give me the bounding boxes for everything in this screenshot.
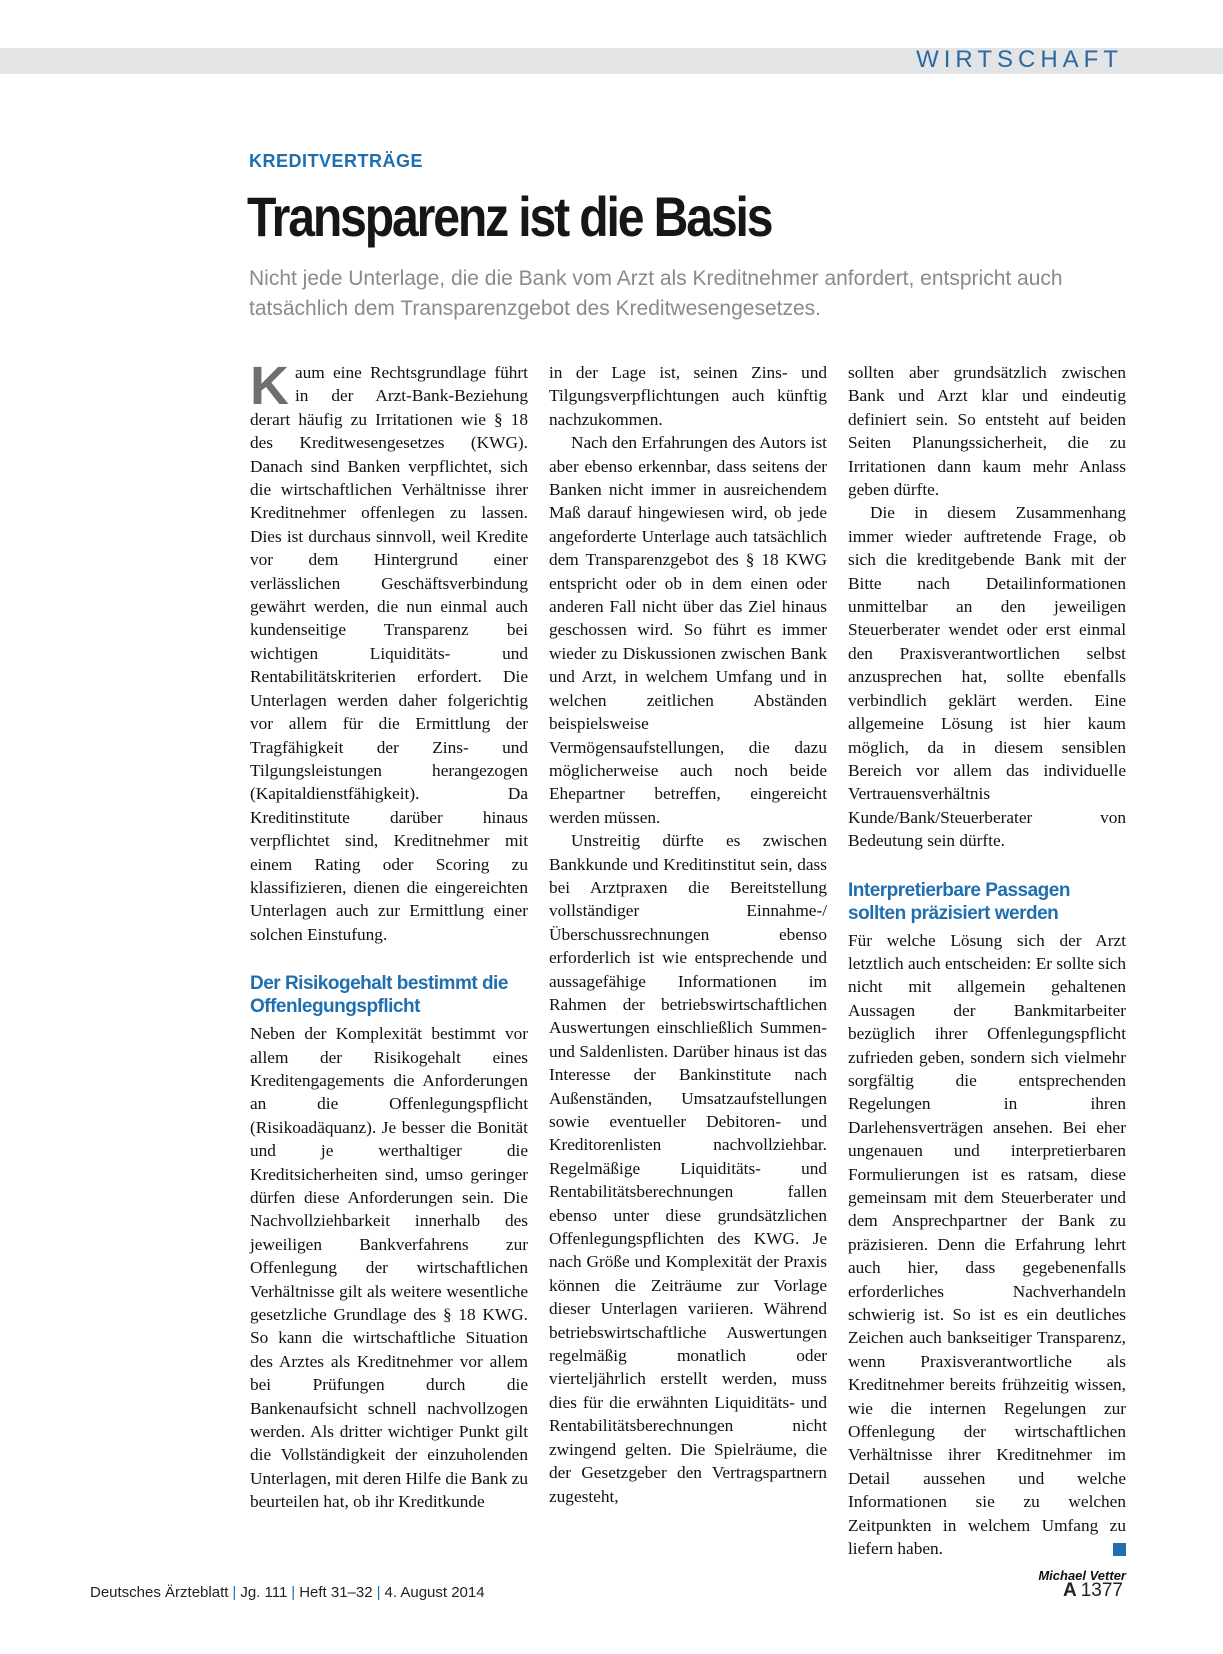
- text-column-2: [549, 361, 827, 1508]
- volume: Jg. 111: [240, 1584, 288, 1601]
- drop-cap: K: [250, 356, 289, 416]
- paragraph: [250, 356, 528, 946]
- footer-citation: [90, 1584, 485, 1601]
- paragraph: Die in diesem Zusammenhang immer wieder auftretende Frage, ob sich die kreditgebende Bank mit der Bitte nach Detailinformationen unmittelbar an den jeweiligen Steuerberater wendet oder erst einmal den Praxisverantwortlichen selbst anzusprechen hat, sollte ebenfalls verbindlich geklärt werden. Eine allgemeine Lösung ist hier kaum möglich, da in diesem sensiblen Bereich vor allem das individuelle Vertrauensverhältnis Kunde/Bank/Steuerberater von Bedeutung sein dürfte.: [848, 503, 1126, 851]
- paragraph: in der Lage ist, seinen Zins- und Tilgungsverpflichtungen auch künftig nachzukommen.: [549, 363, 827, 429]
- page-number-value: 1377: [1080, 1580, 1123, 1601]
- separator-icon: |: [291, 1584, 296, 1601]
- subheading: Der Risikogehalt bestimmt die Offenlegungspflicht: [250, 973, 508, 1018]
- paragraph: [848, 929, 1126, 1561]
- paragraph-text: aum eine Rechtsgrundlage führt in der Arzt-Bank-Beziehung derart häufig zu Irritationen wie § 18 des Kreditwesengesetzes (KWG). Danach sind Banken verpflichtet, sich die wirtschaftlichen Verhältnisse ihrer Kreditnehmer offenlegen zu lassen. Dies ist durchaus sinnvoll, weil Kredite vor dem Hintergrund einer verlässlichen Geschäftsverbindung gewährt werden, die nun einmal auch kundenseitige Transparenz bei wichtigen Liquiditäts- und Rentabilitätskriterien erfordert. Die Unterlagen werden daher folgerichtig vor allem für die Ermittlung der Tragfähigkeit der Zins- und Tilgungsleistungen herangezogen (Kapitaldienstfähigkeit). Da Kreditinstitute darüber hinaus verpflichtet sind, Kreditnehmer mit einem Rating oder Scoring zu klassifizieren, dienen die eingereichten Unterlagen auch zur Ermittlung einer solchen Einstufung.: [250, 363, 528, 944]
- issue: Heft 31–32: [299, 1584, 373, 1601]
- article-kicker: KREDITVERTRÄGE: [249, 151, 424, 171]
- section-label: WIRTSCHAFT: [916, 46, 1123, 73]
- journal-name: Deutsches Ärzteblatt: [90, 1584, 229, 1601]
- paragraph: Neben der Komplexität bestimmt vor allem der Risikogehalt eines Kreditengagements die Anforderungen an die Offenlegungspflicht (Risikoadäquanz). Je besser die Bonität und je werthaltiger die Kreditsicherheiten sind, umso geringer dürfen diese Anforderungen sein. Die Nachvollziehbarkeit innerhalb des jeweiligen Bankverfahrens zur Offenlegung der wirtschaftlichen Verhältnisse gilt als weitere wesentliche gesetzliche Grundlage des § 18 KWG. So kann die wirtschaftliche Situation des Arztes als Kreditnehmer vor allem bei Prüfungen durch die Bankenaufsicht schnell nachvollzogen werden. Als dritter wichtiger Punkt gilt die Vollständigkeit der einzuholenden Unterlagen, mit deren Hilfe die Bank zu beurteilen hat, ob ihr Kreditkunde: [250, 1024, 528, 1512]
- paragraph: Nach den Erfahrungen des Autors ist aber ebenso erkennbar, dass seitens der Banken nicht immer in ausreichendem Maß darauf hingewiesen wird, ob jede angeforderte Unterlage auch tatsächlich dem Transparenzgebot des § 18 KWG entspricht oder ob in dem einen oder anderen Fall nicht über das Ziel hinaus geschossen wird. So führt es immer wieder zu Diskussionen zwischen Bank und Arzt, in welchem Umfang und in welchen zeitlichen Abständen beispielsweise Vermögensaufstellungen, die dazu möglicherweise auch noch beide Ehepartner betreffen, eingereicht werden müssen.: [549, 433, 827, 827]
- author-name: Michael Vetter: [1038, 1567, 1126, 1583]
- separator-icon: |: [232, 1584, 237, 1601]
- end-of-article-icon: [1113, 1543, 1126, 1556]
- separator-icon: |: [376, 1584, 381, 1601]
- subheading: Interpretierbare Passagen sollten präzisiert werden: [848, 879, 1070, 924]
- issue-date: 4. August 2014: [384, 1584, 485, 1601]
- page-prefix: A: [1062, 1580, 1077, 1601]
- page-number: [1063, 1580, 1123, 1602]
- article-title: Transparenz ist die Basis: [247, 185, 772, 248]
- paragraph: Unstreitig dürfte es zwischen Bankkunde und Kreditinstitut sein, dass bei Arztpraxen die Bereitstellung vollständiger Einnahme-/Überschussrechnungen ebenso erforderlich ist wie entsprechende und aussagefähige Informationen im Rahmen der betriebswirtschaftlichen Auswertungen einschließlich Summen- und Saldenlisten. Darüber hinaus ist das Interesse der Bankinstitute nach Außenständen, Umsatzaufstellungen sowie eventueller Debitoren- und Kreditorenlisten nachvollziehbar. Regelmäßige Liquiditäts- und Rentabilitätsberechnungen fallen ebenso unter diese grundsätzlichen Offenlegungspflichten des KWG. Je nach Größe und Komplexität der Praxis können die Zeiträume zur Vorlage dieser Unterlagen variieren. Während betriebswirtschaftliche Auswertungen regelmäßig monatlich oder vierteljährlich erstellt werden, muss dies für die erwähnten Liquiditäts- und Rentabilitätsberechnungen nicht zwingend gelten. Die Spielräume, die der Gesetzgeber den Vertragspartnern zugesteht,: [549, 831, 827, 1506]
- text-column-1: [250, 356, 528, 1514]
- article-standfirst: Nicht jede Unterlage, die die Bank vom Arzt als Kreditnehmer anfordert, entspricht auch tatsächlich dem Transparenzgebot des Kreditwesengesetzes.: [249, 267, 1063, 320]
- text-column-3: [848, 361, 1126, 1585]
- paragraph-text: Für welche Lösung sich der Arzt letztlich auch entscheiden: Er sollte sich nicht mit allgemein gehaltenen Aussagen der Bankmitarbeiter bezüglich ihrer Offenlegungspflicht zufrieden geben, sondern sich vielmehr sorgfältig die entsprechenden Regelungen in ihren Darlehensverträgen ansehen. Bei eher ungenauen und interpretierbaren Formulierungen ist es ratsam, diese gemeinsam mit dem Steuerberater und dem Ansprechpartner der Bank zu präzisieren. Denn die Erfahrung lehrt auch hier, dass gegebenenfalls erforderliches Nachverhandeln schwierig ist. So ist es ein deutliches Zeichen auch bankseitiger Transparenz, wenn Praxisverantwortliche als Kreditnehmer bereits frühzeitig wissen, wie die internen Regelungen zur Offenlegung der wirtschaftlichen Verhältnisse ihrer Kreditnehmer im Detail aussehen und welche Informationen sie zu welchen Zeitpunkten in welchem Umfang zu liefern haben.: [848, 930, 1126, 1559]
- paragraph: sollten aber grundsätzlich zwischen Bank und Arzt klar und eindeutig definiert sein. So entsteht auf beiden Seiten Planungssicherheit, die zu Irritationen dann kaum mehr Anlass geben dürfte.: [848, 363, 1126, 500]
